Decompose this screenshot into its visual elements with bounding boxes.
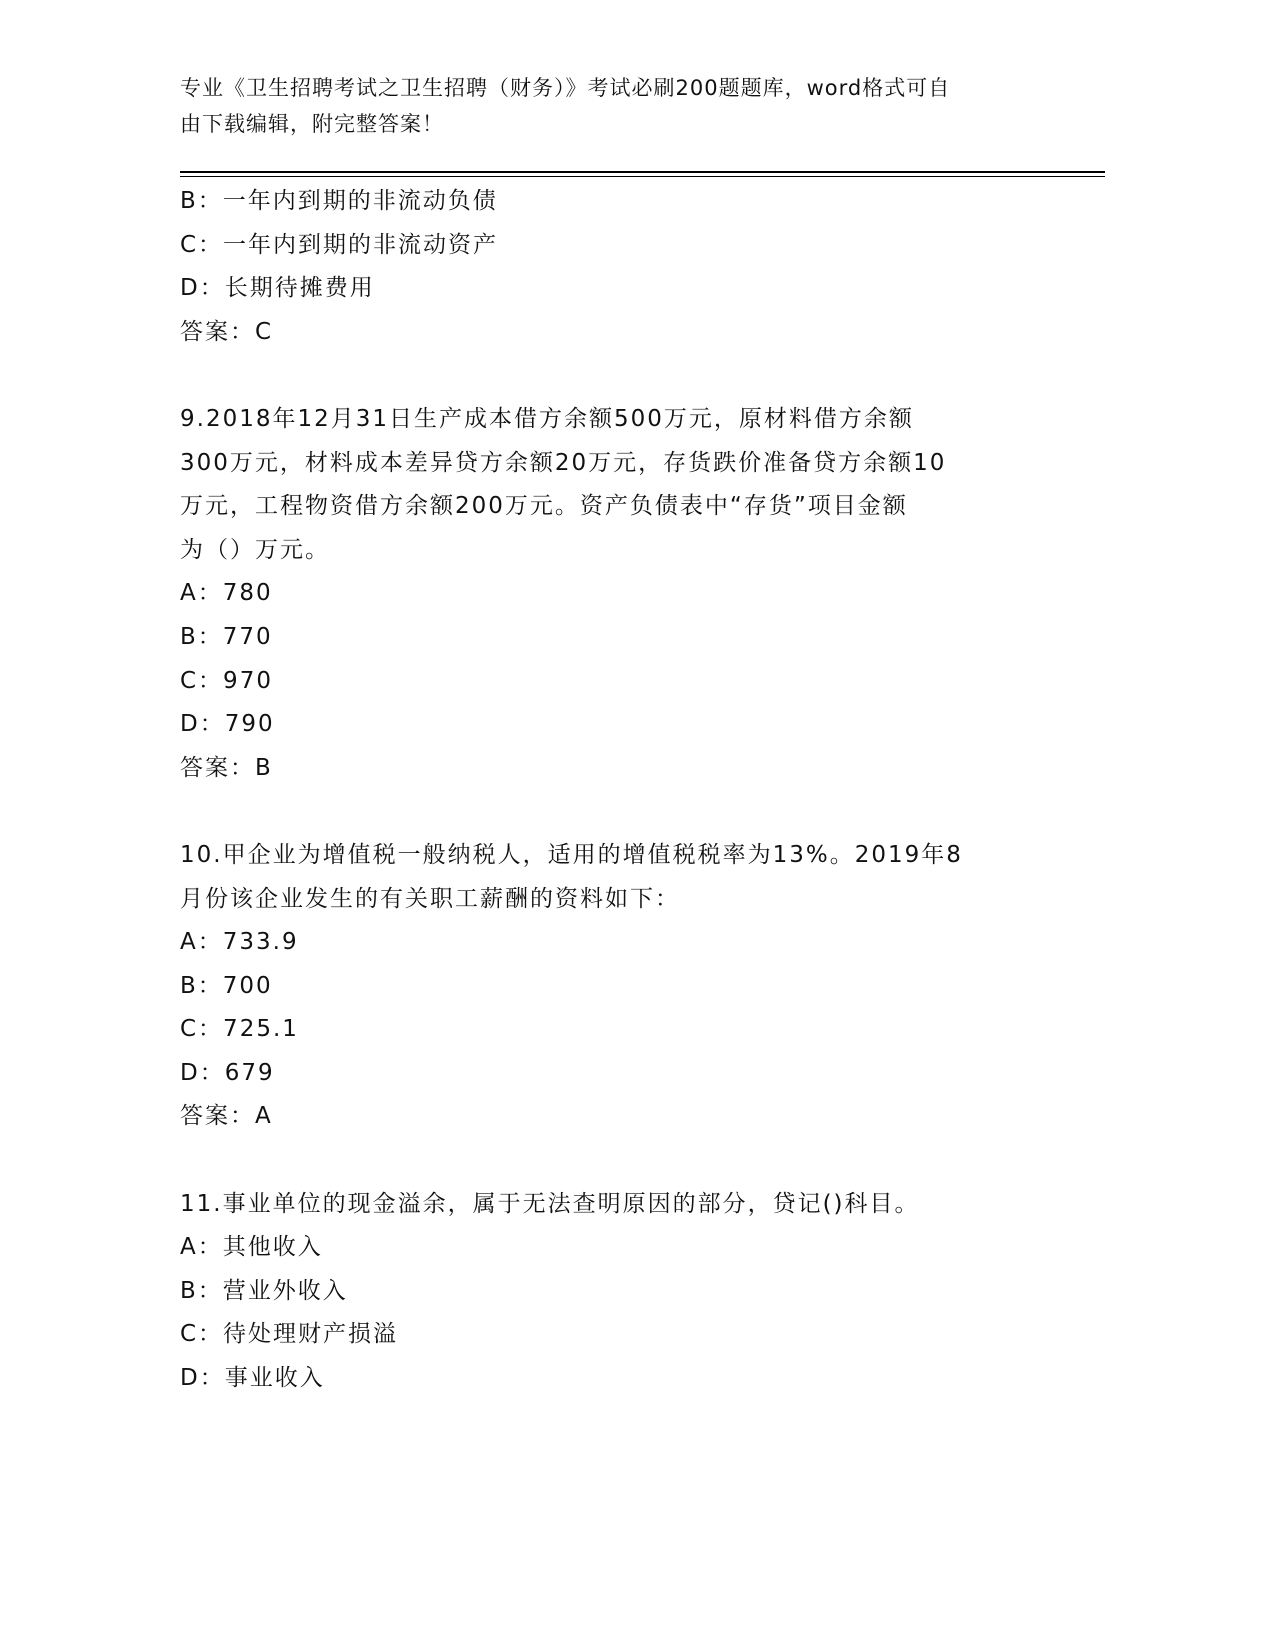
option-d: D：长期待摊费用 — [180, 275, 375, 302]
option-a: A：其他收入 — [180, 1234, 323, 1261]
question-11 — [180, 1183, 1080, 1401]
option-d: D：事业收入 — [180, 1365, 325, 1392]
question-prev — [180, 180, 1080, 354]
option-b: B：一年内到期的非流动负债 — [180, 188, 498, 214]
answer: 答案：B — [180, 754, 273, 781]
option-a: A：780 — [180, 580, 273, 607]
question-text: 11.事业单位的现金溢余，属于无法查明原因的部分，贷记()科目。 — [180, 1190, 920, 1217]
header-divider — [180, 171, 1105, 173]
option-b: B：营业外收入 — [180, 1277, 348, 1304]
question-text: 10.甲企业为增值税一般纳税人，适用的增值税税率为13%。2019年8 — [180, 841, 963, 868]
option-b: B：700 — [180, 972, 273, 999]
option-d: D：679 — [180, 1059, 275, 1086]
document-header — [180, 70, 1080, 142]
question-text: 月份该企业发生的有关职工薪酬的资料如下： — [180, 885, 680, 912]
question-10 — [180, 834, 1080, 1139]
header-line: 由下载编辑，附完整答案！ — [180, 112, 444, 136]
option-c: C：待处理财产损溢 — [180, 1321, 399, 1348]
header-line: 专业《卫生招聘考试之卫生招聘（财务）》考试必刷200题题库，word格式可自 — [180, 76, 951, 100]
option-d: D：790 — [180, 711, 275, 738]
question-text: 9.2018年12月31日生产成本借方余额500万元，原材料借方余额 — [180, 405, 914, 432]
question-text: 为（）万元。 — [180, 536, 330, 563]
option-a: A：733.9 — [180, 929, 299, 956]
document-body — [180, 180, 1080, 1401]
question-text: 300万元，材料成本差异贷方余额20万元，存货跌价准备贷方余额10 — [180, 449, 947, 476]
option-c: C：725.1 — [180, 1016, 299, 1043]
option-c: C：一年内到期的非流动资产 — [180, 231, 499, 258]
answer: 答案：A — [180, 1103, 273, 1130]
question-9 — [180, 398, 1080, 790]
answer: 答案：C — [180, 318, 274, 345]
question-text: 万元，工程物资借方余额200万元。资产负债表中“存货”项目金额 — [180, 493, 908, 520]
option-c: C：970 — [180, 667, 273, 694]
option-b: B：770 — [180, 623, 273, 650]
header-divider-thin — [180, 176, 1105, 177]
